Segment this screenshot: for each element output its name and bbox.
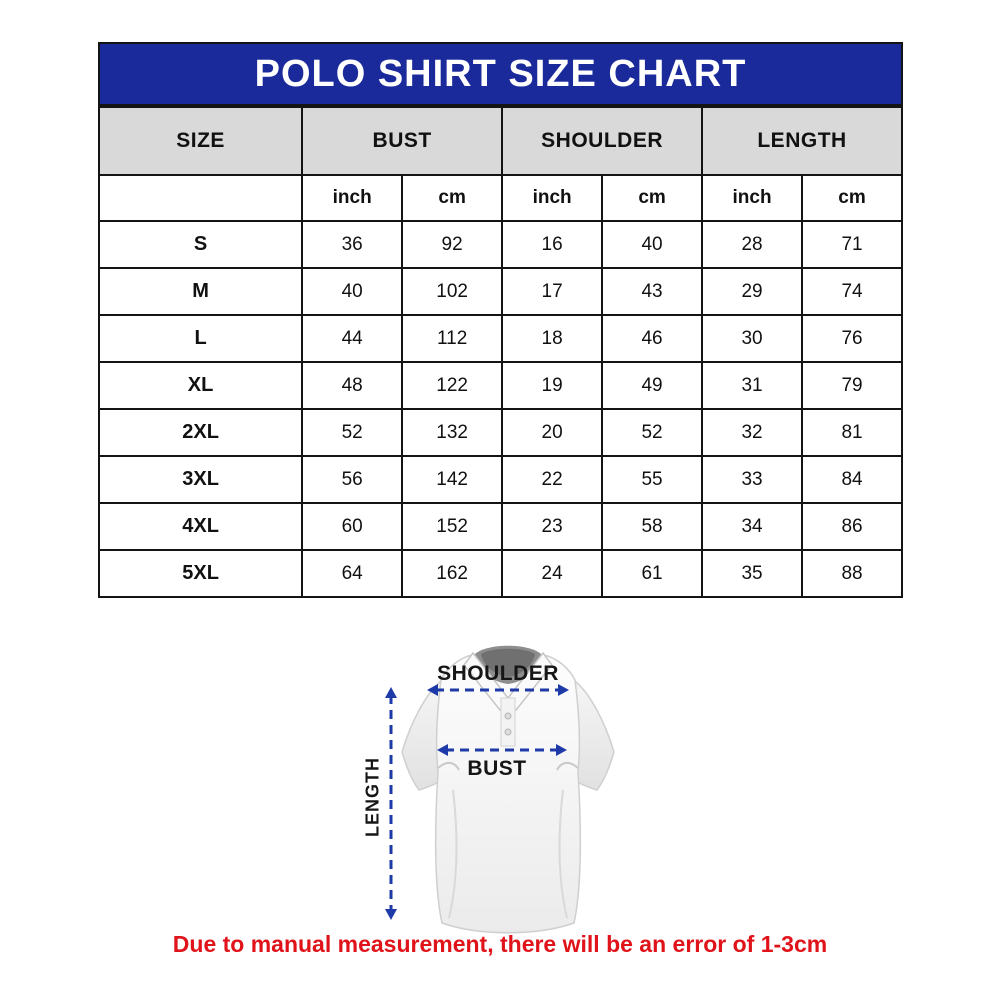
bust-measure-label: BUST xyxy=(467,757,527,780)
unit-cell: inch xyxy=(302,175,402,221)
measurement-cell: 20 xyxy=(502,409,602,456)
size-cell: M xyxy=(99,268,302,315)
shirt-body xyxy=(436,655,581,933)
unit-cell: cm xyxy=(402,175,502,221)
size-cell: 5XL xyxy=(99,550,302,597)
measurement-cell: 43 xyxy=(602,268,702,315)
measurement-cell: 142 xyxy=(402,456,502,503)
measurement-cell: 17 xyxy=(502,268,602,315)
measurement-cell: 31 xyxy=(702,362,802,409)
measurement-cell: 44 xyxy=(302,315,402,362)
measurement-cell: 79 xyxy=(802,362,902,409)
measurement-cell: 29 xyxy=(702,268,802,315)
measurement-cell: 34 xyxy=(702,503,802,550)
measurement-cell: 56 xyxy=(302,456,402,503)
measurement-cell: 52 xyxy=(302,409,402,456)
measurement-cell: 52 xyxy=(602,409,702,456)
shirt-button xyxy=(505,729,511,735)
unit-empty-cell xyxy=(99,175,302,221)
measurement-cell: 19 xyxy=(502,362,602,409)
size-table xyxy=(98,106,903,598)
table-row xyxy=(99,268,902,315)
shirt-placket xyxy=(501,698,515,746)
measurement-cell: 22 xyxy=(502,456,602,503)
size-cell: 2XL xyxy=(99,409,302,456)
measurement-cell: 76 xyxy=(802,315,902,362)
measurement-cell: 86 xyxy=(802,503,902,550)
measurement-cell: 48 xyxy=(302,362,402,409)
size-cell: XL xyxy=(99,362,302,409)
measurement-cell: 40 xyxy=(602,221,702,268)
measurement-cell: 71 xyxy=(802,221,902,268)
table-row xyxy=(99,362,902,409)
table-row xyxy=(99,503,902,550)
measurement-cell: 122 xyxy=(402,362,502,409)
measurement-cell: 32 xyxy=(702,409,802,456)
measurement-cell: 35 xyxy=(702,550,802,597)
measurement-cell: 152 xyxy=(402,503,502,550)
unit-cell: cm xyxy=(602,175,702,221)
measurement-cell: 61 xyxy=(602,550,702,597)
shoulder-measure-label: SHOULDER xyxy=(437,662,559,685)
measurement-cell: 132 xyxy=(402,409,502,456)
table-header-row xyxy=(99,107,902,175)
size-cell: S xyxy=(99,221,302,268)
measurement-cell: 58 xyxy=(602,503,702,550)
size-cell: 3XL xyxy=(99,456,302,503)
measurement-cell: 18 xyxy=(502,315,602,362)
table-row xyxy=(99,221,902,268)
measurement-cell: 60 xyxy=(302,503,402,550)
size-cell: L xyxy=(99,315,302,362)
measurement-cell: 84 xyxy=(802,456,902,503)
col-header-length: LENGTH xyxy=(702,107,902,175)
chart-title: POLO SHIRT SIZE CHART xyxy=(254,52,747,95)
measurement-cell: 81 xyxy=(802,409,902,456)
table-row xyxy=(99,456,902,503)
measurement-cell: 24 xyxy=(502,550,602,597)
measurement-cell: 88 xyxy=(802,550,902,597)
unit-cell: cm xyxy=(802,175,902,221)
measurement-cell: 16 xyxy=(502,221,602,268)
measurement-cell: 28 xyxy=(702,221,802,268)
measurement-note: Due to manual measurement, there will be an error of 1-3cm xyxy=(172,931,828,957)
polo-shirt-illustration xyxy=(341,640,681,950)
length-measure-label: LENGTH xyxy=(362,757,383,837)
table-row xyxy=(99,315,902,362)
measurement-cell: 55 xyxy=(602,456,702,503)
length-arrow xyxy=(385,687,397,920)
size-chart xyxy=(98,42,903,598)
measurement-cell: 33 xyxy=(702,456,802,503)
measurement-cell: 112 xyxy=(402,315,502,362)
measurement-cell: 23 xyxy=(502,503,602,550)
chart-title-banner xyxy=(98,42,903,106)
table-row xyxy=(99,409,902,456)
measurement-cell: 92 xyxy=(402,221,502,268)
measurement-cell: 64 xyxy=(302,550,402,597)
measurement-cell: 36 xyxy=(302,221,402,268)
size-table-body xyxy=(99,221,902,597)
measurement-cell: 102 xyxy=(402,268,502,315)
col-header-bust: BUST xyxy=(302,107,502,175)
measurement-cell: 162 xyxy=(402,550,502,597)
measurement-cell: 49 xyxy=(602,362,702,409)
unit-cell: inch xyxy=(702,175,802,221)
col-header-shoulder: SHOULDER xyxy=(502,107,702,175)
measurement-cell: 30 xyxy=(702,315,802,362)
table-row xyxy=(99,550,902,597)
unit-cell: inch xyxy=(502,175,602,221)
shirt-button xyxy=(505,713,511,719)
measurement-cell: 46 xyxy=(602,315,702,362)
unit-row xyxy=(99,175,902,221)
measurement-cell: 74 xyxy=(802,268,902,315)
col-header-size: SIZE xyxy=(99,107,302,175)
size-cell: 4XL xyxy=(99,503,302,550)
measurement-cell: 40 xyxy=(302,268,402,315)
